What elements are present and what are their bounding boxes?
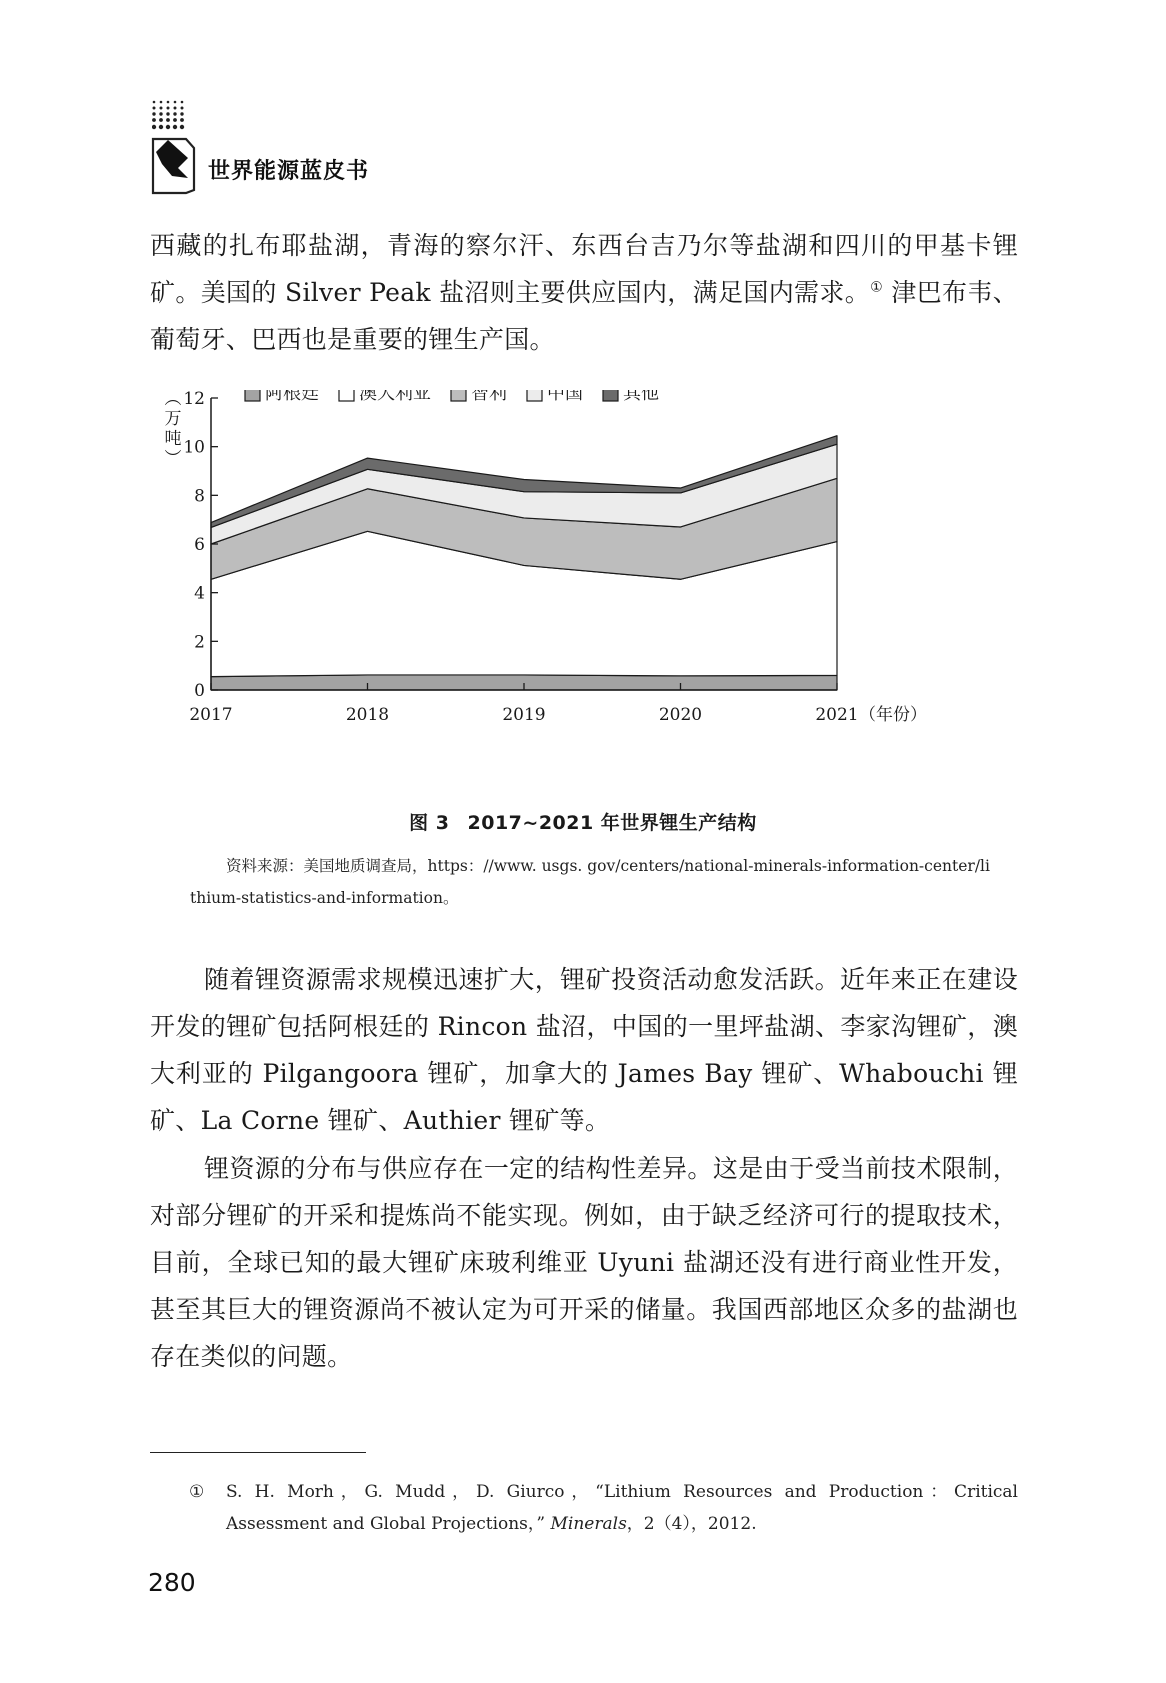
legend-label: 中国: [547, 390, 583, 404]
footnote-reference[interactable]: ①: [870, 279, 883, 296]
legend-label: 其他: [623, 390, 659, 404]
legend-swatch: [527, 390, 542, 401]
book-logo-icon: [150, 136, 198, 196]
legend-swatch: [603, 390, 618, 401]
x-tick-label: 2018: [345, 705, 390, 725]
x-tick-label: 2021: [815, 705, 859, 725]
footnote-rule: [150, 1452, 366, 1453]
x-axis-label: （年份）: [859, 705, 927, 725]
y-tick-label: 6: [194, 535, 205, 555]
figure-label: 图 3: [409, 812, 450, 834]
x-tick-label: 2019: [502, 705, 546, 725]
figure-source: 资料来源：美国地质调查局，https：//www. usgs. gov/centers/national-minerals-information-center/lithium-statistics-and-information。: [190, 857, 990, 907]
y-tick-label: 4: [194, 583, 205, 604]
body-paragraph-1: [150, 222, 1018, 363]
legend-swatch: [451, 390, 466, 401]
x-tick-label: 2017: [189, 705, 233, 725]
legend-swatch: [245, 390, 260, 401]
figure-caption: [0, 808, 1166, 835]
footnote-marker: ①: [189, 1482, 205, 1502]
legend-swatch: [339, 390, 354, 401]
book-title: 世界能源蓝皮书: [208, 159, 370, 184]
footnote-text-end: ，2（4），2012.: [626, 1514, 757, 1534]
x-tick-label: 2020: [658, 705, 703, 725]
footnote-journal: Minerals: [550, 1514, 627, 1534]
paragraph-1-text: 西藏的扎布耶盐湖，青海的察尔汗、东西台吉乃尔等盐湖和四川的甲基卡锂矿。美国的 Silver Peak 盐沼则主要供应国内，满足国内需求。: [150, 231, 1018, 307]
footnote-body: [190, 1476, 1018, 1540]
page-number: 280: [148, 1568, 196, 1597]
paragraph-1-text-continued: 津巴布韦、葡萄牙、巴西也是重要的锂生产国。: [150, 278, 1018, 354]
y-tick-label: 8: [194, 486, 205, 507]
footnote: [190, 1476, 1018, 1540]
body-paragraph-2: 随着锂资源需求规模迅速扩大，锂矿投资活动愈发活跃。近年来正在建设开发的锂矿包括阿根廷的 Rincon 盐沼，中国的一里坪盐湖、李家沟锂矿，澳大利亚的 Pilgangoora 锂矿，加拿大的 James Bay 锂矿、Whabouchi 锂矿、La Corne 锂矿、Authier 锂矿等。: [150, 965, 1018, 1135]
y-tick-label: 12: [183, 390, 205, 409]
y-axis-label: ︵万吨︶: [164, 390, 182, 469]
legend-label: 智利: [471, 390, 507, 404]
legend-label: 阿根廷: [265, 390, 319, 404]
y-tick-label: 10: [183, 437, 205, 458]
lithium-production-chart: [160, 390, 1020, 790]
y-tick-label: 2: [194, 632, 205, 653]
running-header: [150, 100, 550, 200]
legend-label: 澳大利亚: [359, 390, 431, 404]
dot-grid-icon: [152, 100, 192, 132]
footnote-text: S. H. Morh，G. Mudd，D. Giurco，“Lithium Resources and Production：Critical Assessment and Global Projections，”: [226, 1482, 1018, 1534]
body-paragraph-3: 锂资源的分布与供应存在一定的结构性差异。这是由于受当前技术限制，对部分锂矿的开采和提炼尚不能实现。例如，由于缺乏经济可行的提取技术，目前，全球已知的最大锂矿床玻利维亚 Uyuni 盐湖还没有进行商业性开发，甚至其巨大的锂资源尚不被认定为可开采的储量。我国西部地区众多的盐湖也存在类似的问题。: [150, 1154, 1018, 1371]
chart-svg: [160, 390, 1020, 790]
y-tick-label: 0: [194, 681, 205, 701]
figure-title: 2017~2021 年世界锂生产结构: [467, 812, 757, 834]
